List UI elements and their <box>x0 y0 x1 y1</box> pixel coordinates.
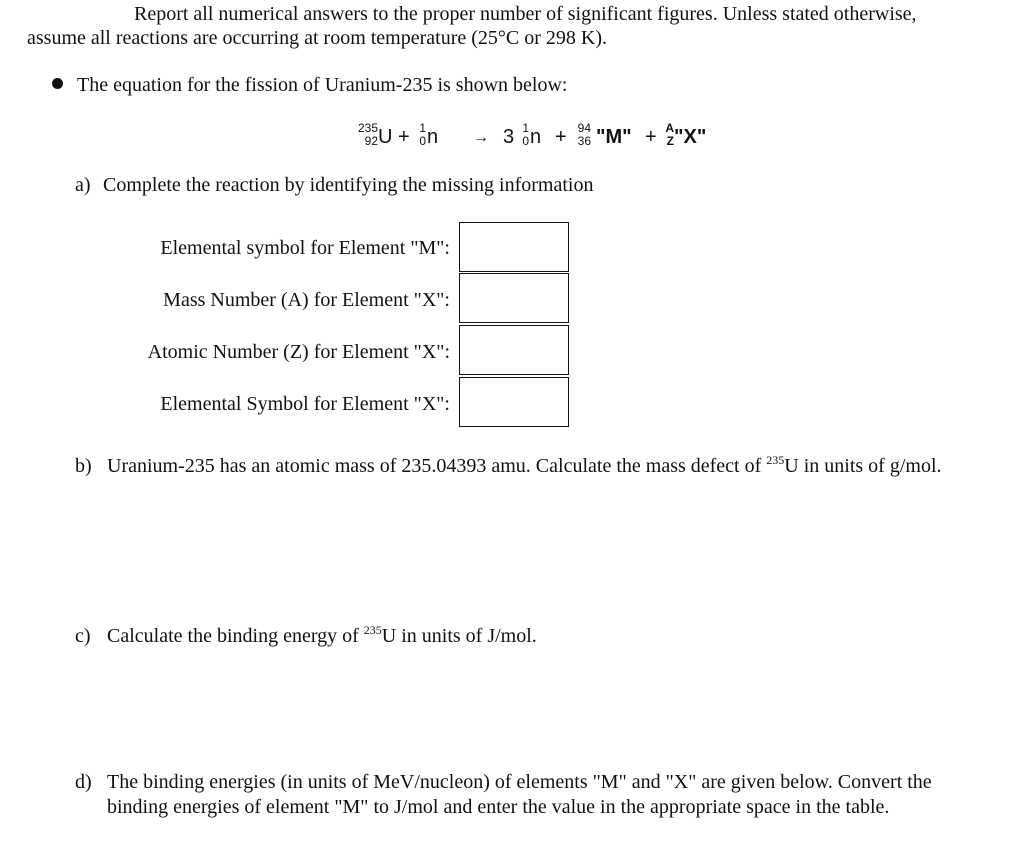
row-label-x-mass-number: Mass Number (A) for Element "X": <box>163 289 450 311</box>
m-mass-number: 94 <box>577 121 591 135</box>
part-d-line-1: The binding energies (in units of MeV/nucleon) of elements "M" and "X" are given below. Convert the <box>107 771 932 793</box>
fission-intro: The equation for the fission of Uranium-235 is shown below: <box>77 74 568 96</box>
bullet-icon <box>52 78 63 89</box>
uranium-mass-number: 235 <box>357 121 378 135</box>
answer-box-m-symbol[interactable] <box>459 222 569 272</box>
part-c-label: c) <box>75 625 91 647</box>
answer-box-x-mass-number[interactable] <box>459 273 569 323</box>
m-symbol: "M" <box>596 126 632 148</box>
part-d-label: d) <box>75 771 92 793</box>
part-b-label: b) <box>75 455 92 477</box>
neutron-coefficient: 3 <box>503 126 515 148</box>
neutron-product-mass-number: 1 <box>522 121 529 135</box>
plus-sign: + <box>398 126 410 148</box>
x-symbol: "X" <box>674 126 707 148</box>
instructions-line-2: assume all reactions are occurring at room temperature (25°C or 298 K). <box>27 27 608 49</box>
plus-sign: + <box>645 126 657 148</box>
part-a-text: Complete the reaction by identifying the missing information <box>103 174 594 196</box>
uranium-symbol: U <box>378 126 393 148</box>
neutron-mass-number: 1 <box>419 121 426 135</box>
part-d-line-2: binding energies of element "M" to J/mol and enter the value in the appropriate space in the table. <box>107 796 890 818</box>
answer-box-x-atomic-number[interactable] <box>459 325 569 375</box>
part-b-question: Uranium-235 has an atomic mass of 235.04393 amu. Calculate the mass defect of $^{235}$U in units of g/mol. <box>107 453 942 477</box>
row-label-x-atomic-number: Atomic Number (Z) for Element "X": <box>147 341 450 363</box>
row-label-m-symbol: Elemental symbol for Element "M": <box>160 237 450 259</box>
neutron-product-symbol: n <box>530 126 542 148</box>
neutron-atomic-number: 0 <box>419 134 426 148</box>
neutron-symbol: n <box>427 126 439 148</box>
neutron-product-atomic-number: 0 <box>522 134 529 148</box>
part-c-question: Calculate the binding energy of $^{235}$U in units of J/mol. <box>107 623 537 647</box>
row-label-x-symbol: Elemental Symbol for Element "X": <box>160 393 450 415</box>
answer-box-x-symbol[interactable] <box>459 377 569 427</box>
uranium-atomic-number: 92 <box>364 134 378 148</box>
x-atomic-number: Z <box>666 134 674 148</box>
m-atomic-number: 36 <box>577 134 591 148</box>
part-a-label: a) <box>75 174 91 196</box>
plus-sign: + <box>555 126 567 148</box>
reaction-arrow: → <box>473 129 489 146</box>
x-mass-number: A <box>665 121 674 135</box>
instructions-line-1: Report all numerical answers to the proper number of significant figures. Unless stated otherwise, <box>134 3 917 25</box>
